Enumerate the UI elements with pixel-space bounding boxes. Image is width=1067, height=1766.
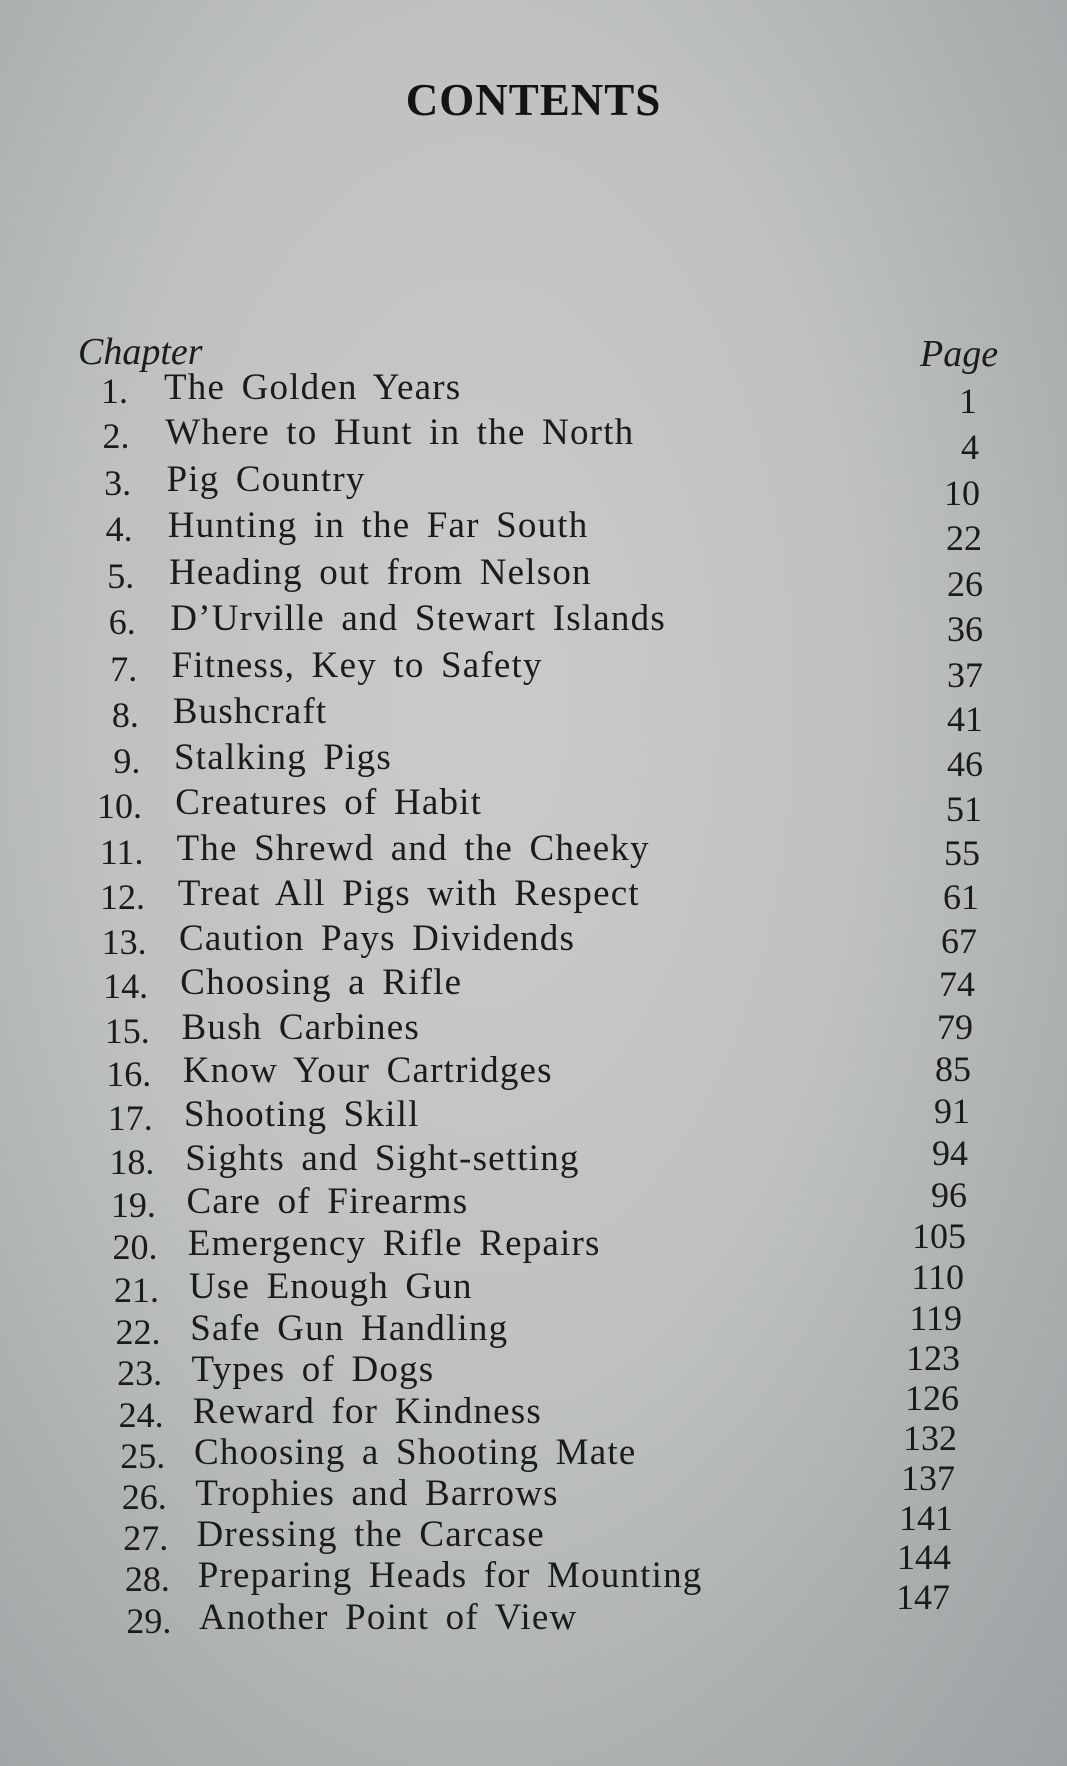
chapter-number: 11. <box>99 832 144 872</box>
chapter-page-number: 110 <box>911 1257 964 1297</box>
chapter-page-number: 67 <box>941 921 977 961</box>
chapter-title: Safe Gun Handling <box>190 1308 509 1349</box>
chapter-number: 21. <box>114 1270 159 1310</box>
chapter-number: 15. <box>104 1011 150 1051</box>
chapter-page-number: 61 <box>943 877 979 917</box>
chapter-title: Sights and Sight-setting <box>185 1138 580 1179</box>
chapter-number: 8. <box>111 695 139 735</box>
chapter-number: 24. <box>118 1395 164 1435</box>
chapter-title: Creatures of Habit <box>175 782 483 823</box>
chapter-page-number: 74 <box>939 964 975 1004</box>
chapter-page-number: 144 <box>897 1537 951 1577</box>
chapter-title: Care of Firearms <box>186 1181 469 1222</box>
chapter-page-number: 85 <box>935 1049 971 1089</box>
chapter-page-number: 10 <box>944 473 980 513</box>
chapter-page-number: 36 <box>947 609 983 649</box>
chapter-number: 26. <box>121 1477 167 1517</box>
chapter-number: 25. <box>120 1436 166 1476</box>
chapter-number: 3. <box>104 463 132 503</box>
chapter-page-number: 105 <box>912 1216 966 1256</box>
chapter-title: Preparing Heads for Mounting <box>197 1555 703 1596</box>
chapter-number: 7. <box>110 649 138 689</box>
chapter-title: Stalking Pigs <box>174 737 392 778</box>
chapter-number: 2. <box>102 416 130 456</box>
chapter-title: Another Point of View <box>199 1597 578 1638</box>
chapter-page-number: 22 <box>946 518 982 558</box>
page-title: CONTENTS <box>405 75 662 125</box>
chapter-title: Caution Pays Dividends <box>179 918 576 959</box>
chapter-number: 20. <box>112 1227 158 1267</box>
chapter-title: Dressing the Carcase <box>196 1514 545 1555</box>
chapter-page-number: 55 <box>944 833 980 873</box>
chapter-title: Fitness, Key to Safety <box>171 645 543 686</box>
chapter-title: Emergency Rifle Repairs <box>187 1223 601 1264</box>
chapter-title: Shooting Skill <box>184 1094 420 1135</box>
chapter-number: 4. <box>105 509 133 549</box>
chapter-page-number: 91 <box>934 1091 970 1131</box>
chapter-page-number: 26 <box>947 564 983 604</box>
chapter-number: 6. <box>108 602 136 642</box>
chapter-title: Use Enough Gun <box>189 1266 473 1307</box>
chapter-number: 18. <box>109 1142 155 1182</box>
chapter-page-number: 51 <box>946 789 982 829</box>
chapter-number: 23. <box>117 1353 163 1393</box>
chapter-page-number: 141 <box>899 1498 953 1538</box>
chapter-page-number: 132 <box>903 1418 957 1458</box>
chapter-number: 5. <box>107 556 135 596</box>
chapter-number: 16. <box>106 1054 152 1094</box>
chapter-page-number: 41 <box>947 699 983 739</box>
chapter-number: 13. <box>101 922 147 962</box>
chapter-page-number: 4 <box>961 427 979 467</box>
chapter-number: 28. <box>124 1559 170 1599</box>
chapter-page-number: 126 <box>905 1378 959 1418</box>
chapter-title: Hunting in the Far South <box>167 505 589 546</box>
chapter-page-number: 147 <box>896 1577 950 1617</box>
chapter-title: D’Urville and Stewart Islands <box>170 598 666 639</box>
chapter-title: Where to Hunt in the North <box>165 412 635 453</box>
chapter-number: 10. <box>96 786 142 826</box>
chapter-title: Trophies and Barrows <box>195 1473 559 1514</box>
chapter-title: Choosing a Rifle <box>180 962 463 1003</box>
chapter-number: 9. <box>113 741 141 781</box>
chapter-page-number: 96 <box>931 1175 967 1215</box>
chapter-number: 14. <box>103 966 149 1006</box>
chapter-title: Treat All Pigs with Respect <box>177 873 640 914</box>
chapter-page-number: 94 <box>932 1133 968 1173</box>
chapter-number: 29. <box>126 1601 172 1641</box>
chapter-title: Heading out from Nelson <box>169 552 592 593</box>
chapter-page-number: 137 <box>901 1458 955 1498</box>
chapter-title: Reward for Kindness <box>192 1391 542 1432</box>
chapter-page-number: 79 <box>937 1007 973 1047</box>
chapter-column-header: Chapter <box>78 331 203 373</box>
chapter-title: The Shrewd and the Cheeky <box>176 828 650 869</box>
chapter-title: Pig Country <box>166 459 366 500</box>
chapter-number: 27. <box>123 1518 169 1558</box>
chapter-page-number: 123 <box>906 1338 960 1378</box>
chapter-page-number: 37 <box>947 655 983 695</box>
chapter-title: Choosing a Shooting Mate <box>194 1432 637 1473</box>
page-column-header: Page <box>920 333 999 375</box>
chapter-page-number: 119 <box>909 1298 962 1338</box>
chapter-page-number: 1 <box>959 381 977 421</box>
chapter-number: 12. <box>100 877 146 917</box>
chapter-page-number: 46 <box>947 744 983 784</box>
chapter-number: 19. <box>110 1185 156 1225</box>
chapter-title: Bushcraft <box>172 691 328 732</box>
chapter-title: Know Your Cartridges <box>182 1050 553 1091</box>
chapter-number: 17. <box>107 1098 153 1138</box>
chapter-number: 22. <box>115 1312 161 1352</box>
chapter-number: 1. <box>101 371 128 411</box>
chapter-title: Bush Carbines <box>181 1007 420 1048</box>
chapter-title: The Golden Years <box>164 367 462 408</box>
chapter-title: Types of Dogs <box>191 1349 435 1390</box>
